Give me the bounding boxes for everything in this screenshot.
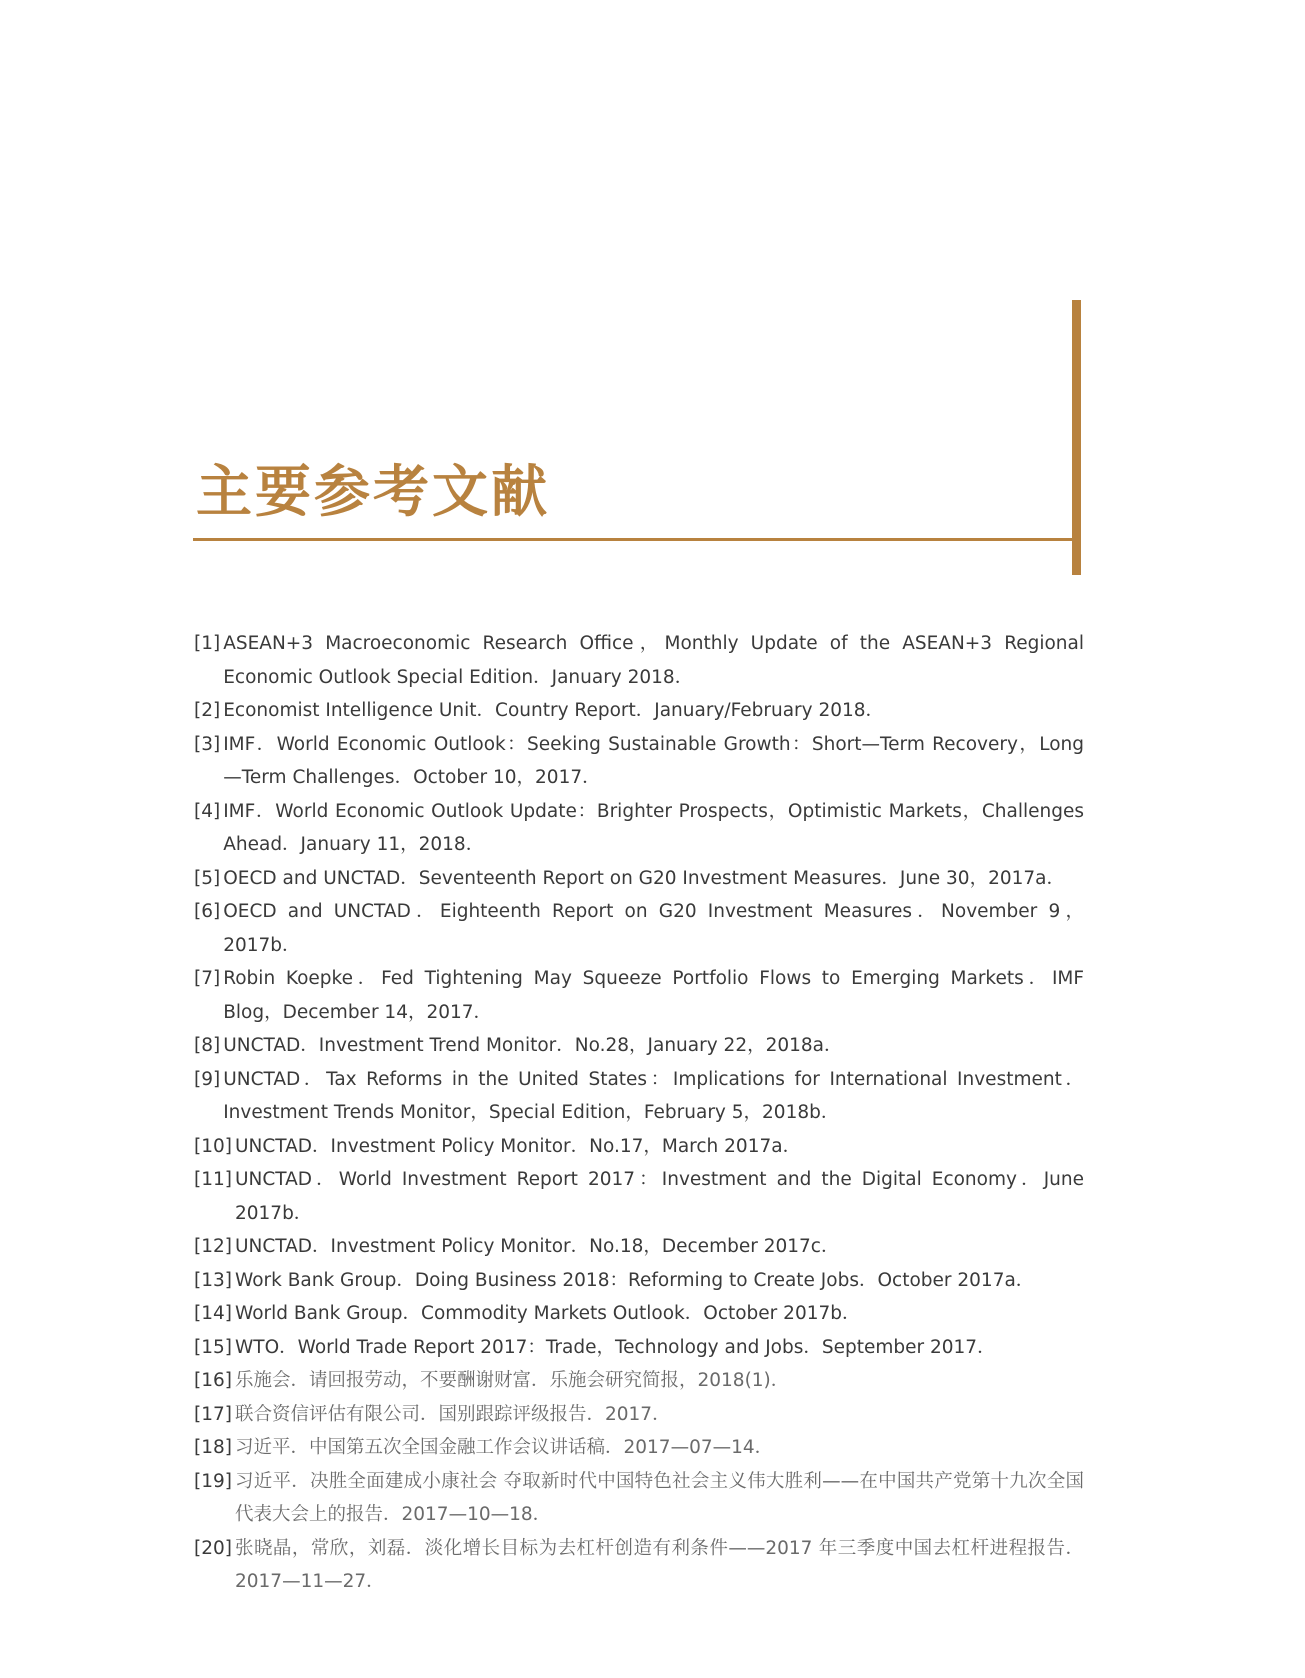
reference-item (194, 1431, 1084, 1465)
reference-text: 习近平．决胜全面建成小康社会 夺取新时代中国特色社会主义伟大胜利——在中国共产党第十九次全国代表大会上的报告．2017—10—18． (234, 1470, 1084, 1525)
reference-text: UNCTAD．World Investment Report 2017：Investment and the Digital Economy．June 2017b． (234, 1169, 1084, 1224)
reference-number: [6] (194, 901, 221, 922)
reference-number: [19] (194, 1470, 232, 1492)
reference-text: Economist Intelligence Unit．Country Report．January/February 2018． (223, 700, 885, 721)
reference-item (194, 1230, 1084, 1264)
reference-number: [20] (194, 1537, 232, 1559)
reference-item (194, 728, 1084, 795)
reference-number: [9] (194, 1068, 221, 1090)
reference-item (194, 862, 1084, 896)
reference-text: IMF．World Economic Outlook：Seeking Sustainable Growth：Short—Term Recovery，Long—Term Challenges．October 10，2017． (223, 733, 1084, 788)
decorative-vertical-bar (1072, 300, 1081, 575)
reference-number: [15] (194, 1336, 232, 1358)
reference-text: ASEAN+3 Macroeconomic Research Office，Monthly Update of the ASEAN+3 Regional Economic Outlook Special Edition．January 2018． (223, 633, 1084, 688)
reference-number: [17] (194, 1403, 232, 1425)
reference-text: UNCTAD．Investment Policy Monitor．No.17，March 2017a． (234, 1135, 802, 1157)
reference-text: 张晓晶，常欣，刘磊．淡化增长目标为去杠杆创造有利条件——2017 年三季度中国去杠杆进程报告．2017—11—27． (234, 1537, 1084, 1592)
reference-number: [16] (194, 1370, 232, 1391)
reference-text: 乐施会．请回报劳动，不要酬谢财富．乐施会研究简报，2018(1)． (234, 1370, 790, 1391)
reference-item (194, 1163, 1084, 1230)
reference-text: UNCTAD．Tax Reforms in the United States：Implications for International Investment．Investment Trends Monitor，Special Edition，February 5，2018b． (223, 1068, 1084, 1123)
reference-text: UNCTAD．Investment Trend Monitor．No.28，January 22，2018a． (223, 1035, 843, 1056)
reference-item (194, 1331, 1084, 1365)
reference-item (194, 627, 1084, 694)
reference-number: [4] (194, 800, 221, 822)
reference-text: IMF．World Economic Outlook Update：Brighter Prospects，Optimistic Markets，Challenges Ahead．January 11，2018． (223, 800, 1084, 855)
reference-number: [11] (194, 1169, 232, 1190)
reference-text: Robin Koepke．Fed Tightening May Squeeze Portfolio Flows to Emerging Markets．IMF Blog，December 14，2017． (223, 968, 1084, 1023)
reference-number: [8] (194, 1035, 221, 1056)
reference-item (194, 1297, 1084, 1331)
reference-item (194, 1063, 1084, 1130)
reference-item (194, 1130, 1084, 1164)
reference-number: [12] (194, 1236, 232, 1257)
reference-item (194, 895, 1084, 962)
reference-item (194, 1364, 1084, 1398)
reference-text: WTO．World Trade Report 2017：Trade，Technology and Jobs．September 2017． (234, 1336, 996, 1358)
reference-text: World Bank Group．Commodity Markets Outlook．October 2017b． (234, 1303, 861, 1324)
reference-number: [5] (194, 867, 221, 889)
reference-item (194, 1398, 1084, 1432)
reference-text: OECD and UNCTAD．Eighteenth Report on G20 Investment Measures．November 9，2017b． (223, 901, 1084, 956)
reference-list (194, 627, 1084, 1599)
reference-item (194, 1264, 1084, 1298)
reference-number: [13] (194, 1269, 232, 1291)
reference-item (194, 1532, 1084, 1599)
page-title: 主要参考文献 (196, 460, 550, 525)
reference-item (194, 1465, 1084, 1532)
reference-item (194, 962, 1084, 1029)
reference-text: OECD and UNCTAD．Seventeenth Report on G20 Investment Measures．June 30，2017a． (223, 867, 1065, 889)
reference-number: [3] (194, 733, 221, 755)
reference-number: [18] (194, 1437, 232, 1458)
reference-number: [7] (194, 968, 221, 989)
reference-text: UNCTAD．Investment Policy Monitor．No.18，December 2017c． (234, 1236, 840, 1257)
reference-number: [2] (194, 700, 221, 721)
reference-item (194, 1029, 1084, 1063)
reference-item (194, 795, 1084, 862)
reference-item (194, 694, 1084, 728)
reference-text: 联合资信评估有限公司．国别跟踪评级报告．2017． (234, 1403, 671, 1425)
reference-number: [1] (194, 633, 221, 654)
reference-number: [10] (194, 1135, 232, 1157)
reference-text: Work Bank Group．Doing Business 2018：Reforming to Create Jobs．October 2017a． (234, 1269, 1035, 1291)
title-underline (193, 538, 1074, 541)
reference-number: [14] (194, 1303, 232, 1324)
reference-text: 习近平．中国第五次全国金融工作会议讲话稿．2017—07—14． (234, 1437, 774, 1458)
